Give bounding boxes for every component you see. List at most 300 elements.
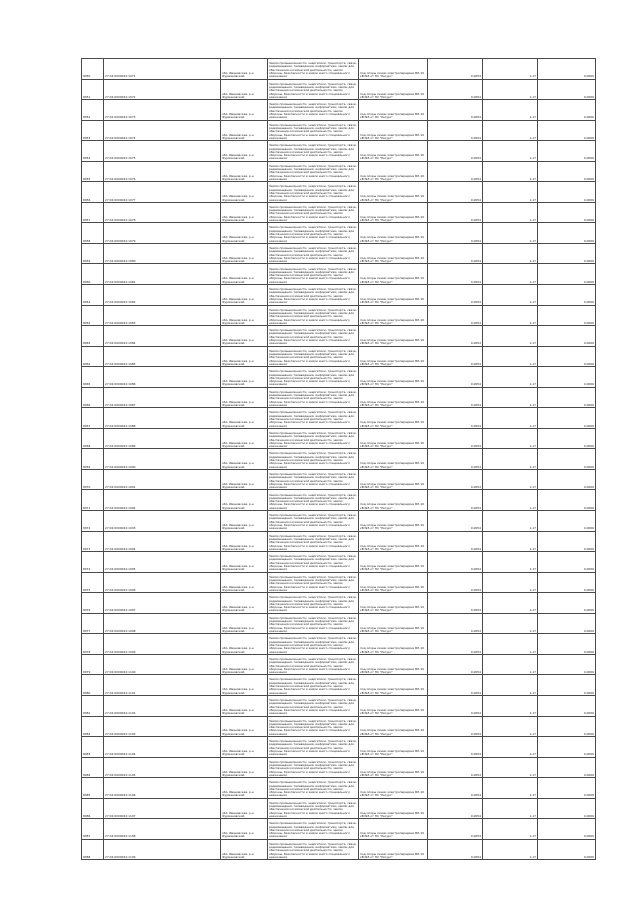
land-category-cell: Земли промышленности, энергетики, транспорта, связи, радиовещания, телевидения, информатики, земли для обеспечения космической деятельности, земли обороны, безопасности и земли иного специального назначения: [268, 449, 359, 470]
tax-amount-cell: 0,0006: [538, 120, 596, 141]
address-cell: обл. Ивановская, р-н Фурмановский: [221, 839, 268, 860]
rate-cell: 1,17: [483, 305, 538, 326]
permitted-use-cell: под опоры линии электропередачи ВЛ-10 кВ №5 от ПС "Ресурс": [359, 202, 428, 223]
tax-amount-cell: 0,0006: [538, 100, 596, 121]
tax-amount-cell: 0,0006: [538, 757, 596, 778]
address-cell: обл. Ивановская, р-н Фурмановский: [221, 120, 268, 141]
cadastral-number-cell: 27:02:0000022:1108: [104, 819, 221, 840]
rate-cell: 1,17: [483, 572, 538, 593]
area-cell: 0,0054: [428, 839, 483, 860]
cadastral-number-cell: 27:02:0000022:1072: [104, 79, 221, 100]
permitted-use-cell: под опоры линии электропередачи ВЛ-10 кВ №5 от ПС "Ресурс": [359, 593, 428, 614]
table-row: [82, 223, 596, 244]
rate-cell: 1,17: [483, 264, 538, 285]
land-category-cell: Земли промышленности, энергетики, транспорта, связи, радиовещания, телевидения, информатики, земли для обеспечения космической деятельности, земли обороны, безопасности и земли иного специального назначения: [268, 654, 359, 675]
land-category-cell: Земли промышленности, энергетики, транспорта, связи, радиовещания, телевидения, информатики, земли для обеспечения космической деятельности, земли обороны, безопасности и земли иного специального назначения: [268, 531, 359, 552]
permitted-use-cell: под опоры линии электропередачи ВЛ-10 кВ №5 от ПС "Ресурс": [359, 387, 428, 408]
rate-cell: 1,17: [483, 839, 538, 860]
row-number-cell: 8081: [82, 695, 104, 716]
cadastral-number-cell: 27:02:0000022:1080: [104, 243, 221, 264]
row-number-cell: 8054: [82, 141, 104, 162]
land-category-cell: Земли промышленности, энергетики, транспорта, связи, радиовещания, телевидения, информатики, земли для обеспечения космической деятельности, земли обороны, безопасности и земли иного специального назначения: [268, 182, 359, 203]
cadastral-number-cell: 27:02:0000022:1088: [104, 408, 221, 429]
address-cell: обл. Ивановская, р-н Фурмановский: [221, 778, 268, 799]
land-category-cell: Земли промышленности, энергетики, транспорта, связи, радиовещания, телевидения, информатики, земли для обеспечения космической деятельности, земли обороны, безопасности и земли иного специального назначения: [268, 490, 359, 511]
row-number-cell: 8068: [82, 428, 104, 449]
tax-amount-cell: 0,0006: [538, 819, 596, 840]
cadastral-number-cell: 27:02:0000022:1101: [104, 675, 221, 696]
address-cell: обл. Ивановская, р-н Фурмановский: [221, 202, 268, 223]
cadastral-number-cell: 27:02:0000022:1085: [104, 346, 221, 367]
cadastral-number-cell: 27:02:0000022:1071: [104, 59, 221, 80]
permitted-use-cell: под опоры линии электропередачи ВЛ-10 кВ №5 от ПС "Ресурс": [359, 243, 428, 264]
row-number-cell: 8084: [82, 757, 104, 778]
table-body: [82, 59, 596, 860]
cadastral-number-cell: 27:02:0000022:1105: [104, 757, 221, 778]
area-cell: 0,0054: [428, 367, 483, 388]
tax-amount-cell: 0,0006: [538, 552, 596, 573]
rate-cell: 1,17: [483, 552, 538, 573]
row-number-cell: 8061: [82, 285, 104, 306]
cadastral-number-cell: 27:02:0000022:1095: [104, 552, 221, 573]
table-row: [82, 654, 596, 675]
rate-cell: 1,17: [483, 798, 538, 819]
cadastral-number-cell: 27:02:0000022:1106: [104, 778, 221, 799]
land-category-cell: Земли промышленности, энергетики, транспорта, связи, радиовещания, телевидения, информатики, земли для обеспечения космической деятельности, земли обороны, безопасности и земли иного специального назначения: [268, 100, 359, 121]
permitted-use-cell: под опоры линии электропередачи ВЛ-10 кВ №5 от ПС "Ресурс": [359, 490, 428, 511]
area-cell: 0,0054: [428, 387, 483, 408]
table-row: [82, 531, 596, 552]
table-row: [82, 367, 596, 388]
table-row: [82, 490, 596, 511]
tax-amount-cell: 0,0006: [538, 243, 596, 264]
area-cell: 0,0054: [428, 531, 483, 552]
address-cell: обл. Ивановская, р-н Фурмановский: [221, 346, 268, 367]
cadastral-number-cell: 27:02:0000022:1076: [104, 161, 221, 182]
area-cell: 0,0054: [428, 449, 483, 470]
cadastral-number-cell: 27:02:0000022:1084: [104, 326, 221, 347]
address-cell: обл. Ивановская, р-н Фурмановский: [221, 387, 268, 408]
rate-cell: 1,17: [483, 326, 538, 347]
table-row: [82, 161, 596, 182]
area-cell: 0,0054: [428, 613, 483, 634]
land-category-cell: Земли промышленности, энергетики, транспорта, связи, радиовещания, телевидения, информатики, земли для обеспечения космической деятельности, земли обороны, безопасности и земли иного специального назначения: [268, 593, 359, 614]
permitted-use-cell: под опоры линии электропередачи ВЛ-10 кВ №5 от ПС "Ресурс": [359, 798, 428, 819]
address-cell: обл. Ивановская, р-н Фурмановский: [221, 613, 268, 634]
permitted-use-cell: под опоры линии электропередачи ВЛ-10 кВ №5 от ПС "Ресурс": [359, 223, 428, 244]
land-category-cell: Земли промышленности, энергетики, транспорта, связи, радиовещания, телевидения, информатики, земли для обеспечения космической деятельности, земли обороны, безопасности и земли иного специального назначения: [268, 819, 359, 840]
tax-amount-cell: 0,0006: [538, 264, 596, 285]
table-row: [82, 572, 596, 593]
area-cell: 0,0054: [428, 161, 483, 182]
land-category-cell: Земли промышленности, энергетики, транспорта, связи, радиовещания, телевидения, информатики, земли для обеспечения космической деятельности, земли обороны, безопасности и земли иного специального назначения: [268, 243, 359, 264]
table-row: [82, 202, 596, 223]
cadastral-number-cell: 27:02:0000022:1096: [104, 572, 221, 593]
address-cell: обл. Ивановская, р-н Фурмановский: [221, 737, 268, 758]
rate-cell: 1,17: [483, 511, 538, 532]
area-cell: 0,0054: [428, 675, 483, 696]
land-category-cell: Земли промышленности, энергетики, транспорта, связи, радиовещания, телевидения, информатики, земли для обеспечения космической деятельности, земли обороны, безопасности и земли иного специального назначения: [268, 367, 359, 388]
address-cell: обл. Ивановская, р-н Фурмановский: [221, 469, 268, 490]
permitted-use-cell: под опоры линии электропередачи ВЛ-10 кВ №5 от ПС "Ресурс": [359, 511, 428, 532]
tax-amount-cell: 0,0006: [538, 387, 596, 408]
tax-amount-cell: 0,0006: [538, 778, 596, 799]
land-category-cell: Земли промышленности, энергетики, транспорта, связи, радиовещания, телевидения, информатики, земли для обеспечения космической деятельности, земли обороны, безопасности и земли иного специального назначения: [268, 264, 359, 285]
cadastral-number-cell: 27:02:0000022:1091: [104, 469, 221, 490]
cadastral-number-cell: 27:02:0000022:1073: [104, 100, 221, 121]
tax-amount-cell: 0,0006: [538, 531, 596, 552]
cadastral-number-cell: 27:02:0000022:1109: [104, 839, 221, 860]
area-cell: 0,0054: [428, 695, 483, 716]
permitted-use-cell: под опоры линии электропередачи ВЛ-10 кВ №5 от ПС "Ресурс": [359, 757, 428, 778]
permitted-use-cell: под опоры линии электропередачи ВЛ-10 кВ №5 от ПС "Ресурс": [359, 695, 428, 716]
land-category-cell: Земли промышленности, энергетики, транспорта, связи, радиовещания, телевидения, информатики, земли для обеспечения космической деятельности, земли обороны, безопасности и земли иного специального назначения: [268, 141, 359, 162]
tax-amount-cell: 0,0006: [538, 367, 596, 388]
table-row: [82, 593, 596, 614]
permitted-use-cell: под опоры линии электропередачи ВЛ-10 кВ №5 от ПС "Ресурс": [359, 469, 428, 490]
table-row: [82, 408, 596, 429]
land-category-cell: Земли промышленности, энергетики, транспорта, связи, радиовещания, телевидения, информатики, земли для обеспечения космической деятельности, земли обороны, безопасности и земли иного специального назначения: [268, 613, 359, 634]
cadastral-number-cell: 27:02:0000022:1077: [104, 182, 221, 203]
area-cell: 0,0054: [428, 757, 483, 778]
table-row: [82, 695, 596, 716]
rate-cell: 1,17: [483, 346, 538, 367]
tax-amount-cell: 0,0006: [538, 695, 596, 716]
tax-amount-cell: 0,0006: [538, 654, 596, 675]
cadastral-number-cell: 27:02:0000022:1086: [104, 367, 221, 388]
land-category-cell: Земли промышленности, энергетики, транспорта, связи, радиовещания, телевидения, информатики, земли для обеспечения космической деятельности, земли обороны, безопасности и земли иного специального назначения: [268, 737, 359, 758]
row-number-cell: 8055: [82, 161, 104, 182]
tax-amount-cell: 0,0006: [538, 59, 596, 80]
rate-cell: 1,17: [483, 675, 538, 696]
table-row: [82, 613, 596, 634]
table-row: [82, 387, 596, 408]
table-row: [82, 819, 596, 840]
row-number-cell: 8056: [82, 182, 104, 203]
area-cell: 0,0054: [428, 552, 483, 573]
tax-amount-cell: 0,0006: [538, 182, 596, 203]
rate-cell: 1,17: [483, 161, 538, 182]
table-row: [82, 79, 596, 100]
area-cell: 0,0054: [428, 141, 483, 162]
area-cell: 0,0054: [428, 79, 483, 100]
land-category-cell: Земли промышленности, энергетики, транспорта, связи, радиовещания, телевидения, информатики, земли для обеспечения космической деятельности, земли обороны, безопасности и земли иного специального назначения: [268, 572, 359, 593]
rate-cell: 1,17: [483, 428, 538, 449]
address-cell: обл. Ивановская, р-н Фурмановский: [221, 141, 268, 162]
permitted-use-cell: под опоры линии электропередачи ВЛ-10 кВ №5 от ПС "Ресурс": [359, 428, 428, 449]
address-cell: обл. Ивановская, р-н Фурмановский: [221, 100, 268, 121]
area-cell: 0,0054: [428, 243, 483, 264]
tax-amount-cell: 0,0006: [538, 428, 596, 449]
tax-amount-cell: 0,0006: [538, 572, 596, 593]
area-cell: 0,0054: [428, 798, 483, 819]
permitted-use-cell: под опоры линии электропередачи ВЛ-10 кВ №5 от ПС "Ресурс": [359, 675, 428, 696]
land-category-cell: Земли промышленности, энергетики, транспорта, связи, радиовещания, телевидения, информатики, земли для обеспечения космической деятельности, земли обороны, безопасности и земли иного специального назначения: [268, 387, 359, 408]
cadastral-number-cell: 27:02:0000022:1102: [104, 695, 221, 716]
area-cell: 0,0054: [428, 408, 483, 429]
table-row: [82, 285, 596, 306]
row-number-cell: 8069: [82, 449, 104, 470]
address-cell: обл. Ивановская, р-н Фурмановский: [221, 428, 268, 449]
cadastral-number-cell: 27:02:0000022:1079: [104, 223, 221, 244]
rate-cell: 1,17: [483, 654, 538, 675]
permitted-use-cell: под опоры линии электропередачи ВЛ-10 кВ №5 от ПС "Ресурс": [359, 654, 428, 675]
address-cell: обл. Ивановская, р-н Фурмановский: [221, 449, 268, 470]
land-category-cell: Земли промышленности, энергетики, транспорта, связи, радиовещания, телевидения, информатики, земли для обеспечения космической деятельности, земли обороны, безопасности и земли иного специального назначения: [268, 285, 359, 306]
area-cell: 0,0054: [428, 428, 483, 449]
address-cell: обл. Ивановская, р-н Фурмановский: [221, 243, 268, 264]
row-number-cell: 8065: [82, 367, 104, 388]
permitted-use-cell: под опоры линии электропередачи ВЛ-10 кВ №5 от ПС "Ресурс": [359, 305, 428, 326]
tax-amount-cell: 0,0006: [538, 613, 596, 634]
cadastral-number-cell: 27:02:0000022:1083: [104, 305, 221, 326]
rate-cell: 1,17: [483, 819, 538, 840]
rate-cell: 1,17: [483, 79, 538, 100]
table-row: [82, 346, 596, 367]
permitted-use-cell: под опоры линии электропередачи ВЛ-10 кВ №5 от ПС "Ресурс": [359, 59, 428, 80]
table-row: [82, 59, 596, 80]
land-parcel-table: [81, 58, 596, 860]
tax-amount-cell: 0,0006: [538, 202, 596, 223]
row-number-cell: 8051: [82, 79, 104, 100]
area-cell: 0,0054: [428, 716, 483, 737]
land-category-cell: Земли промышленности, энергетики, транспорта, связи, радиовещания, телевидения, информатики, земли для обеспечения космической деятельности, земли обороны, безопасности и земли иного специального назначения: [268, 634, 359, 655]
rate-cell: 1,17: [483, 202, 538, 223]
cadastral-number-cell: 27:02:0000022:1100: [104, 654, 221, 675]
rate-cell: 1,17: [483, 737, 538, 758]
row-number-cell: 8059: [82, 243, 104, 264]
row-number-cell: 8078: [82, 634, 104, 655]
row-number-cell: 8087: [82, 819, 104, 840]
area-cell: 0,0054: [428, 634, 483, 655]
permitted-use-cell: под опоры линии электропередачи ВЛ-10 кВ №5 от ПС "Ресурс": [359, 120, 428, 141]
cadastral-number-cell: 27:02:0000022:1104: [104, 737, 221, 758]
table-row: [82, 326, 596, 347]
land-category-cell: Земли промышленности, энергетики, транспорта, связи, радиовещания, телевидения, информатики, земли для обеспечения космической деятельности, земли обороны, безопасности и земли иного специального назначения: [268, 223, 359, 244]
area-cell: 0,0054: [428, 654, 483, 675]
tax-amount-cell: 0,0006: [538, 490, 596, 511]
cadastral-number-cell: 27:02:0000022:1087: [104, 387, 221, 408]
land-category-cell: Земли промышленности, энергетики, транспорта, связи, радиовещания, телевидения, информатики, земли для обеспечения космической деятельности, земли обороны, безопасности и земли иного специального назначения: [268, 428, 359, 449]
permitted-use-cell: под опоры линии электропередачи ВЛ-10 кВ №5 от ПС "Ресурс": [359, 737, 428, 758]
row-number-cell: 8072: [82, 511, 104, 532]
tax-amount-cell: 0,0006: [538, 326, 596, 347]
land-category-cell: Земли промышленности, энергетики, транспорта, связи, радиовещания, телевидения, информатики, земли для обеспечения космической деятельности, земли обороны, безопасности и земли иного специального назначения: [268, 552, 359, 573]
land-category-cell: Земли промышленности, энергетики, транспорта, связи, радиовещания, телевидения, информатики, земли для обеспечения космической деятельности, земли обороны, безопасности и земли иного специального назначения: [268, 716, 359, 737]
address-cell: обл. Ивановская, р-н Фурмановский: [221, 675, 268, 696]
table-row: [82, 469, 596, 490]
area-cell: 0,0054: [428, 346, 483, 367]
permitted-use-cell: под опоры линии электропередачи ВЛ-10 кВ №5 от ПС "Ресурс": [359, 634, 428, 655]
address-cell: обл. Ивановская, р-н Фурмановский: [221, 79, 268, 100]
area-cell: 0,0054: [428, 202, 483, 223]
rate-cell: 1,17: [483, 367, 538, 388]
table-row: [82, 839, 596, 860]
address-cell: обл. Ивановская, р-н Фурмановский: [221, 531, 268, 552]
table-row: [82, 449, 596, 470]
land-category-cell: Земли промышленности, энергетики, транспорта, связи, радиовещания, телевидения, информатики, земли для обеспечения космической деятельности, земли обороны, безопасности и земли иного специального назначения: [268, 326, 359, 347]
area-cell: 0,0054: [428, 469, 483, 490]
cadastral-number-cell: 27:02:0000022:1093: [104, 511, 221, 532]
rate-cell: 1,17: [483, 716, 538, 737]
tax-amount-cell: 0,0006: [538, 634, 596, 655]
permitted-use-cell: под опоры линии электропередачи ВЛ-10 кВ №5 от ПС "Ресурс": [359, 408, 428, 429]
tax-amount-cell: 0,0006: [538, 79, 596, 100]
permitted-use-cell: под опоры линии электропередачи ВЛ-10 кВ №5 от ПС "Ресурс": [359, 79, 428, 100]
area-cell: 0,0054: [428, 593, 483, 614]
permitted-use-cell: под опоры линии электропередачи ВЛ-10 кВ №5 от ПС "Ресурс": [359, 778, 428, 799]
cadastral-number-cell: 27:02:0000022:1092: [104, 490, 221, 511]
permitted-use-cell: под опоры линии электропередачи ВЛ-10 кВ №5 от ПС "Ресурс": [359, 819, 428, 840]
row-number-cell: 8073: [82, 531, 104, 552]
cadastral-number-cell: 27:02:0000022:1097: [104, 593, 221, 614]
rate-cell: 1,17: [483, 634, 538, 655]
area-cell: 0,0054: [428, 572, 483, 593]
cadastral-number-cell: 27:02:0000022:1081: [104, 264, 221, 285]
table-row: [82, 757, 596, 778]
row-number-cell: 8063: [82, 326, 104, 347]
permitted-use-cell: под опоры линии электропередачи ВЛ-10 кВ №5 от ПС "Ресурс": [359, 531, 428, 552]
area-cell: 0,0054: [428, 100, 483, 121]
tax-amount-cell: 0,0006: [538, 798, 596, 819]
area-cell: 0,0054: [428, 511, 483, 532]
row-number-cell: 8071: [82, 490, 104, 511]
row-number-cell: 8076: [82, 593, 104, 614]
row-number-cell: 8067: [82, 408, 104, 429]
rate-cell: 1,17: [483, 469, 538, 490]
table-row: [82, 675, 596, 696]
area-cell: 0,0054: [428, 285, 483, 306]
row-number-cell: 8053: [82, 120, 104, 141]
tax-amount-cell: 0,0006: [538, 469, 596, 490]
land-category-cell: Земли промышленности, энергетики, транспорта, связи, радиовещания, телевидения, информатики, земли для обеспечения космической деятельности, земли обороны, безопасности и земли иного специального назначения: [268, 408, 359, 429]
area-cell: 0,0054: [428, 326, 483, 347]
row-number-cell: 8077: [82, 613, 104, 634]
land-category-cell: Земли промышленности, энергетики, транспорта, связи, радиовещания, телевидения, информатики, земли для обеспечения космической деятельности, земли обороны, безопасности и земли иного специального назначения: [268, 202, 359, 223]
land-category-cell: Земли промышленности, энергетики, транспорта, связи, радиовещания, телевидения, информатики, земли для обеспечения космической деятельности, земли обороны, безопасности и земли иного специального назначения: [268, 675, 359, 696]
row-number-cell: 8050: [82, 59, 104, 80]
row-number-cell: 8082: [82, 716, 104, 737]
tax-amount-cell: 0,0006: [538, 511, 596, 532]
permitted-use-cell: под опоры линии электропередачи ВЛ-10 кВ №5 от ПС "Ресурс": [359, 264, 428, 285]
land-category-cell: Земли промышленности, энергетики, транспорта, связи, радиовещания, телевидения, информатики, земли для обеспечения космической деятельности, земли обороны, безопасности и земли иного специального назначения: [268, 757, 359, 778]
permitted-use-cell: под опоры линии электропередачи ВЛ-10 кВ №5 от ПС "Ресурс": [359, 367, 428, 388]
permitted-use-cell: под опоры линии электропередачи ВЛ-10 кВ №5 от ПС "Ресурс": [359, 182, 428, 203]
address-cell: обл. Ивановская, р-н Фурмановский: [221, 593, 268, 614]
address-cell: обл. Ивановская, р-н Фурмановский: [221, 695, 268, 716]
table-row: [82, 264, 596, 285]
row-number-cell: 8088: [82, 839, 104, 860]
rate-cell: 1,17: [483, 490, 538, 511]
tax-amount-cell: 0,0006: [538, 675, 596, 696]
address-cell: обл. Ивановская, р-н Фурмановский: [221, 326, 268, 347]
land-category-cell: Земли промышленности, энергетики, транспорта, связи, радиовещания, телевидения, информатики, земли для обеспечения космической деятельности, земли обороны, безопасности и земли иного специального назначения: [268, 79, 359, 100]
table-row: [82, 305, 596, 326]
land-category-cell: Земли промышленности, энергетики, транспорта, связи, радиовещания, телевидения, информатики, земли для обеспечения космической деятельности, земли обороны, безопасности и земли иного специального назначения: [268, 305, 359, 326]
tax-amount-cell: 0,0006: [538, 161, 596, 182]
table-row: [82, 511, 596, 532]
land-category-cell: Земли промышленности, энергетики, транспорта, связи, радиовещания, телевидения, информатики, земли для обеспечения космической деятельности, земли обороны, безопасности и земли иного специального назначения: [268, 120, 359, 141]
area-cell: 0,0054: [428, 264, 483, 285]
rate-cell: 1,17: [483, 593, 538, 614]
tax-amount-cell: 0,0006: [538, 285, 596, 306]
cadastral-number-cell: 27:02:0000022:1103: [104, 716, 221, 737]
row-number-cell: 8074: [82, 552, 104, 573]
permitted-use-cell: под опоры линии электропередачи ВЛ-10 кВ №5 от ПС "Ресурс": [359, 285, 428, 306]
land-category-cell: Земли промышленности, энергетики, транспорта, связи, радиовещания, телевидения, информатики, земли для обеспечения космической деятельности, земли обороны, безопасности и земли иного специального назначения: [268, 161, 359, 182]
row-number-cell: 8064: [82, 346, 104, 367]
address-cell: обл. Ивановская, р-н Фурмановский: [221, 223, 268, 244]
table-row: [82, 778, 596, 799]
land-category-cell: Земли промышленности, энергетики, транспорта, связи, радиовещания, телевидения, информатики, земли для обеспечения космической деятельности, земли обороны, безопасности и земли иного специального назначения: [268, 695, 359, 716]
land-category-cell: Земли промышленности, энергетики, транспорта, связи, радиовещания, телевидения, информатики, земли для обеспечения космической деятельности, земли обороны, безопасности и земли иного специального назначения: [268, 59, 359, 80]
permitted-use-cell: под опоры линии электропередачи ВЛ-10 кВ №5 от ПС "Ресурс": [359, 346, 428, 367]
area-cell: 0,0054: [428, 305, 483, 326]
row-number-cell: 8083: [82, 737, 104, 758]
area-cell: 0,0054: [428, 59, 483, 80]
cadastral-number-cell: 27:02:0000022:1082: [104, 285, 221, 306]
table-row: [82, 243, 596, 264]
permitted-use-cell: под опоры линии электропередачи ВЛ-10 кВ №5 от ПС "Ресурс": [359, 449, 428, 470]
row-number-cell: 8086: [82, 798, 104, 819]
permitted-use-cell: под опоры линии электропередачи ВЛ-10 кВ №5 от ПС "Ресурс": [359, 839, 428, 860]
tax-amount-cell: 0,0006: [538, 223, 596, 244]
area-cell: 0,0054: [428, 737, 483, 758]
table-row: [82, 798, 596, 819]
permitted-use-cell: под опоры линии электропередачи ВЛ-10 кВ №5 от ПС "Ресурс": [359, 326, 428, 347]
permitted-use-cell: под опоры линии электропередачи ВЛ-10 кВ №5 от ПС "Ресурс": [359, 552, 428, 573]
address-cell: обл. Ивановская, р-н Фурмановский: [221, 819, 268, 840]
cadastral-number-cell: 27:02:0000022:1107: [104, 798, 221, 819]
land-category-cell: Земли промышленности, энергетики, транспорта, связи, радиовещания, телевидения, информатики, земли для обеспечения космической деятельности, земли обороны, безопасности и земли иного специального назначения: [268, 346, 359, 367]
rate-cell: 1,17: [483, 243, 538, 264]
table-row: [82, 100, 596, 121]
address-cell: обл. Ивановская, р-н Фурмановский: [221, 654, 268, 675]
row-number-cell: 8070: [82, 469, 104, 490]
row-number-cell: 8060: [82, 264, 104, 285]
rate-cell: 1,17: [483, 223, 538, 244]
address-cell: обл. Ивановская, р-н Фурмановский: [221, 798, 268, 819]
table-row: [82, 182, 596, 203]
land-category-cell: Земли промышленности, энергетики, транспорта, связи, радиовещания, телевидения, информатики, земли для обеспечения космической деятельности, земли обороны, безопасности и земли иного специального назначения: [268, 778, 359, 799]
permitted-use-cell: под опоры линии электропередачи ВЛ-10 кВ №5 от ПС "Ресурс": [359, 716, 428, 737]
rate-cell: 1,17: [483, 695, 538, 716]
area-cell: 0,0054: [428, 819, 483, 840]
address-cell: обл. Ивановская, р-н Фурмановский: [221, 716, 268, 737]
table-row: [82, 120, 596, 141]
row-number-cell: 8080: [82, 675, 104, 696]
row-number-cell: 8057: [82, 202, 104, 223]
rate-cell: 1,17: [483, 757, 538, 778]
tax-amount-cell: 0,0006: [538, 305, 596, 326]
tax-amount-cell: 0,0006: [538, 716, 596, 737]
area-cell: 0,0054: [428, 120, 483, 141]
cadastral-number-cell: 27:02:0000022:1099: [104, 634, 221, 655]
land-category-cell: Земли промышленности, энергетики, транспорта, связи, радиовещания, телевидения, информатики, земли для обеспечения космической деятельности, земли обороны, безопасности и земли иного специального назначения: [268, 469, 359, 490]
row-number-cell: 8085: [82, 778, 104, 799]
cadastral-number-cell: 27:02:0000022:1090: [104, 449, 221, 470]
address-cell: обл. Ивановская, р-н Фурмановский: [221, 511, 268, 532]
address-cell: обл. Ивановская, р-н Фурмановский: [221, 634, 268, 655]
address-cell: обл. Ивановская, р-н Фурмановский: [221, 552, 268, 573]
address-cell: обл. Ивановская, р-н Фурмановский: [221, 572, 268, 593]
table-row: [82, 428, 596, 449]
rate-cell: 1,17: [483, 387, 538, 408]
row-number-cell: 8062: [82, 305, 104, 326]
cadastral-number-cell: 27:02:0000022:1094: [104, 531, 221, 552]
cadastral-number-cell: 27:02:0000022:1078: [104, 202, 221, 223]
land-category-cell: Земли промышленности, энергетики, транспорта, связи, радиовещания, телевидения, информатики, земли для обеспечения космической деятельности, земли обороны, безопасности и земли иного специального назначения: [268, 511, 359, 532]
